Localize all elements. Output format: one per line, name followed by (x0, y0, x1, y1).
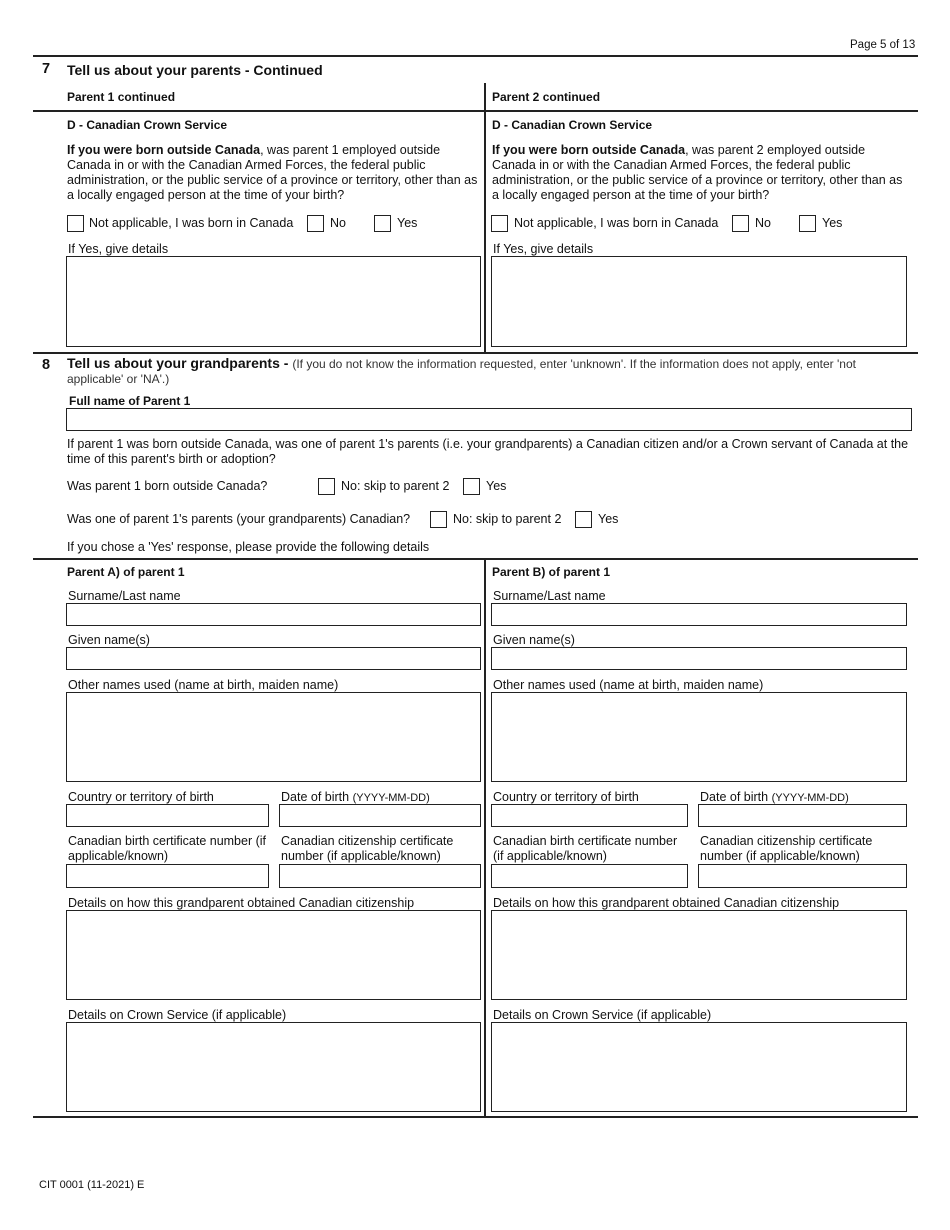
section-8-title-bold: Tell us about your grandparents - (67, 355, 293, 371)
parent1-crown-details-textarea[interactable] (66, 256, 481, 347)
parentA-birth-cert-input[interactable] (66, 864, 269, 888)
q1-no-checkbox[interactable] (318, 478, 335, 495)
grandparents-table-top-rule (33, 558, 918, 560)
parentA-dob-input[interactable] (279, 804, 481, 827)
parent2-continued-header: Parent 2 continued (492, 90, 601, 104)
parentA-crown-textarea[interactable] (66, 1022, 481, 1112)
grandparents-intro: If parent 1 was born outside Canada, was one of parent 1's parents (i.e. your grandparents) a Canadian citizen and/or a Crown servant of Canada at the time of this parent's birth or adoption? (67, 437, 909, 466)
parent1-continued-header: Parent 1 continued (67, 90, 176, 104)
parentA-how-obtained-label: Details on how this grandparent obtained Canadian citizenship (68, 896, 415, 910)
parentB-country-input[interactable] (491, 804, 688, 827)
parentA-surname-label: Surname/Last name (68, 589, 181, 603)
parent2-question-bold: If you were born outside Canada (492, 143, 686, 157)
parent1-not-applicable-checkbox[interactable] (67, 215, 84, 232)
parent2-crown-service-subheader: D - Canadian Crown Service (492, 118, 653, 132)
q2-no-checkbox[interactable] (430, 511, 447, 528)
section-8-title-note: (If you do not know the information requested, enter 'unknown'. If the information does not apply, enter 'not applicable' or 'NA'.) (67, 357, 856, 386)
section-7-number: 7 (42, 61, 51, 77)
parentB-given-input[interactable] (491, 647, 907, 670)
parent2-yes-label: Yes (822, 216, 843, 230)
parentB-dob-format: (YYYY-MM-DD) (771, 792, 849, 804)
form-code: CIT 0001 (11-2021) E (39, 1179, 145, 1191)
parentB-birth-cert-input[interactable] (491, 864, 688, 888)
parentB-how-obtained-label: Details on how this grandparent obtained Canadian citizenship (493, 896, 840, 910)
parent1-no-label: No (330, 216, 346, 230)
yes-response-note: If you chose a 'Yes' response, please provide the following details (67, 540, 430, 554)
parentB-cit-cert-input[interactable] (698, 864, 907, 888)
parent1-crown-question (67, 143, 479, 203)
parentA-header: Parent A) of parent 1 (67, 565, 185, 579)
parent1-question-bold: If you were born outside Canada (67, 143, 261, 157)
q1-yes-label: Yes (486, 479, 507, 493)
parentA-cit-cert-input[interactable] (279, 864, 481, 888)
page-number: Page 5 of 13 (850, 39, 916, 51)
parentB-surname-label: Surname/Last name (493, 589, 606, 603)
section-8-number: 8 (42, 357, 51, 373)
q1-no-label: No: skip to parent 2 (341, 479, 450, 493)
parent1-details-label: If Yes, give details (68, 242, 169, 256)
parent1-not-applicable-label: Not applicable, I was born in Canada (89, 216, 294, 230)
q1-yes-checkbox[interactable] (463, 478, 480, 495)
parentA-birth-cert-label: Canadian birth certificate number (if applicable/known) (68, 834, 267, 863)
parentA-dob-text: Date of birth (281, 790, 350, 804)
parent2-question-rest: , was parent 2 employed outside Canada in or with the Canadian Armed Forces, the federal public administration, or the public service of a province or territory, other than as a locally engaged person at the time of your birth? (492, 143, 903, 202)
parent1-question-rest: , was parent 1 employed outside Canada in or with the Canadian Armed Forces, the federal public administration, or the public service of a province or territory, other than as a locally engaged person at the time of your birth? (67, 143, 478, 202)
parent2-details-label: If Yes, give details (493, 242, 594, 256)
parent2-crown-question (492, 143, 907, 203)
parentB-other-names-label: Other names used (name at birth, maiden name) (493, 678, 764, 692)
parentB-given-label: Given name(s) (493, 633, 575, 647)
parentB-crown-textarea[interactable] (491, 1022, 907, 1112)
parentA-crown-label: Details on Crown Service (if applicable) (68, 1008, 287, 1022)
parent2-no-checkbox[interactable] (732, 215, 749, 232)
parentA-given-label: Given name(s) (68, 633, 150, 647)
parentB-dob-input[interactable] (698, 804, 907, 827)
parent2-not-applicable-label: Not applicable, I was born in Canada (514, 216, 719, 230)
parentA-other-names-textarea[interactable] (66, 692, 481, 782)
parentB-other-names-textarea[interactable] (491, 692, 907, 782)
q2-no-label: No: skip to parent 2 (453, 512, 562, 526)
full-name-parent1-input[interactable] (66, 408, 912, 431)
full-name-parent1-label: Full name of Parent 1 (69, 394, 191, 408)
parent1-no-checkbox[interactable] (307, 215, 324, 232)
section-8-top-rule (33, 352, 918, 354)
q-grandparents-canadian: Was one of parent 1's parents (your grandparents) Canadian? (67, 512, 411, 526)
parentA-dob-format: (YYYY-MM-DD) (352, 792, 430, 804)
parentB-header: Parent B) of parent 1 (492, 565, 611, 579)
grandparents-table-bottom-rule (33, 1116, 918, 1118)
q-parent1-born-outside: Was parent 1 born outside Canada? (67, 479, 268, 493)
parent2-not-applicable-checkbox[interactable] (491, 215, 508, 232)
parent1-yes-label: Yes (397, 216, 418, 230)
parentB-crown-label: Details on Crown Service (if applicable) (493, 1008, 712, 1022)
parent2-yes-checkbox[interactable] (799, 215, 816, 232)
parentB-birth-cert-label: Canadian birth certificate number (if applicable/known) (493, 834, 678, 863)
q2-yes-checkbox[interactable] (575, 511, 592, 528)
parentA-country-input[interactable] (66, 804, 269, 827)
parentA-surname-input[interactable] (66, 603, 481, 626)
section-7-header-rule (33, 110, 918, 112)
parentB-surname-input[interactable] (491, 603, 907, 626)
section-8-title (67, 356, 907, 387)
parentB-cit-cert-label: Canadian citizenship certificate number (if applicable/known) (700, 834, 873, 863)
parentA-other-names-label: Other names used (name at birth, maiden name) (68, 678, 339, 692)
parent1-crown-service-subheader: D - Canadian Crown Service (67, 118, 228, 132)
parent2-no-label: No (755, 216, 771, 230)
parentA-how-obtained-textarea[interactable] (66, 910, 481, 1000)
q2-yes-label: Yes (598, 512, 619, 526)
parentB-country-label: Country or territory of birth (493, 790, 639, 804)
parentA-cit-cert-label: Canadian citizenship certificate number (if applicable/known) (281, 834, 454, 863)
grandparents-column-divider (484, 559, 486, 1118)
section-7-column-divider (484, 83, 486, 353)
parent1-yes-checkbox[interactable] (374, 215, 391, 232)
parentA-country-label: Country or territory of birth (68, 790, 214, 804)
section-7-title: Tell us about your parents - Continued (67, 62, 323, 78)
section-7-top-rule (33, 55, 918, 57)
parentA-given-input[interactable] (66, 647, 481, 670)
parentB-dob-text: Date of birth (700, 790, 769, 804)
parentB-how-obtained-textarea[interactable] (491, 910, 907, 1000)
parent2-crown-details-textarea[interactable] (491, 256, 907, 347)
